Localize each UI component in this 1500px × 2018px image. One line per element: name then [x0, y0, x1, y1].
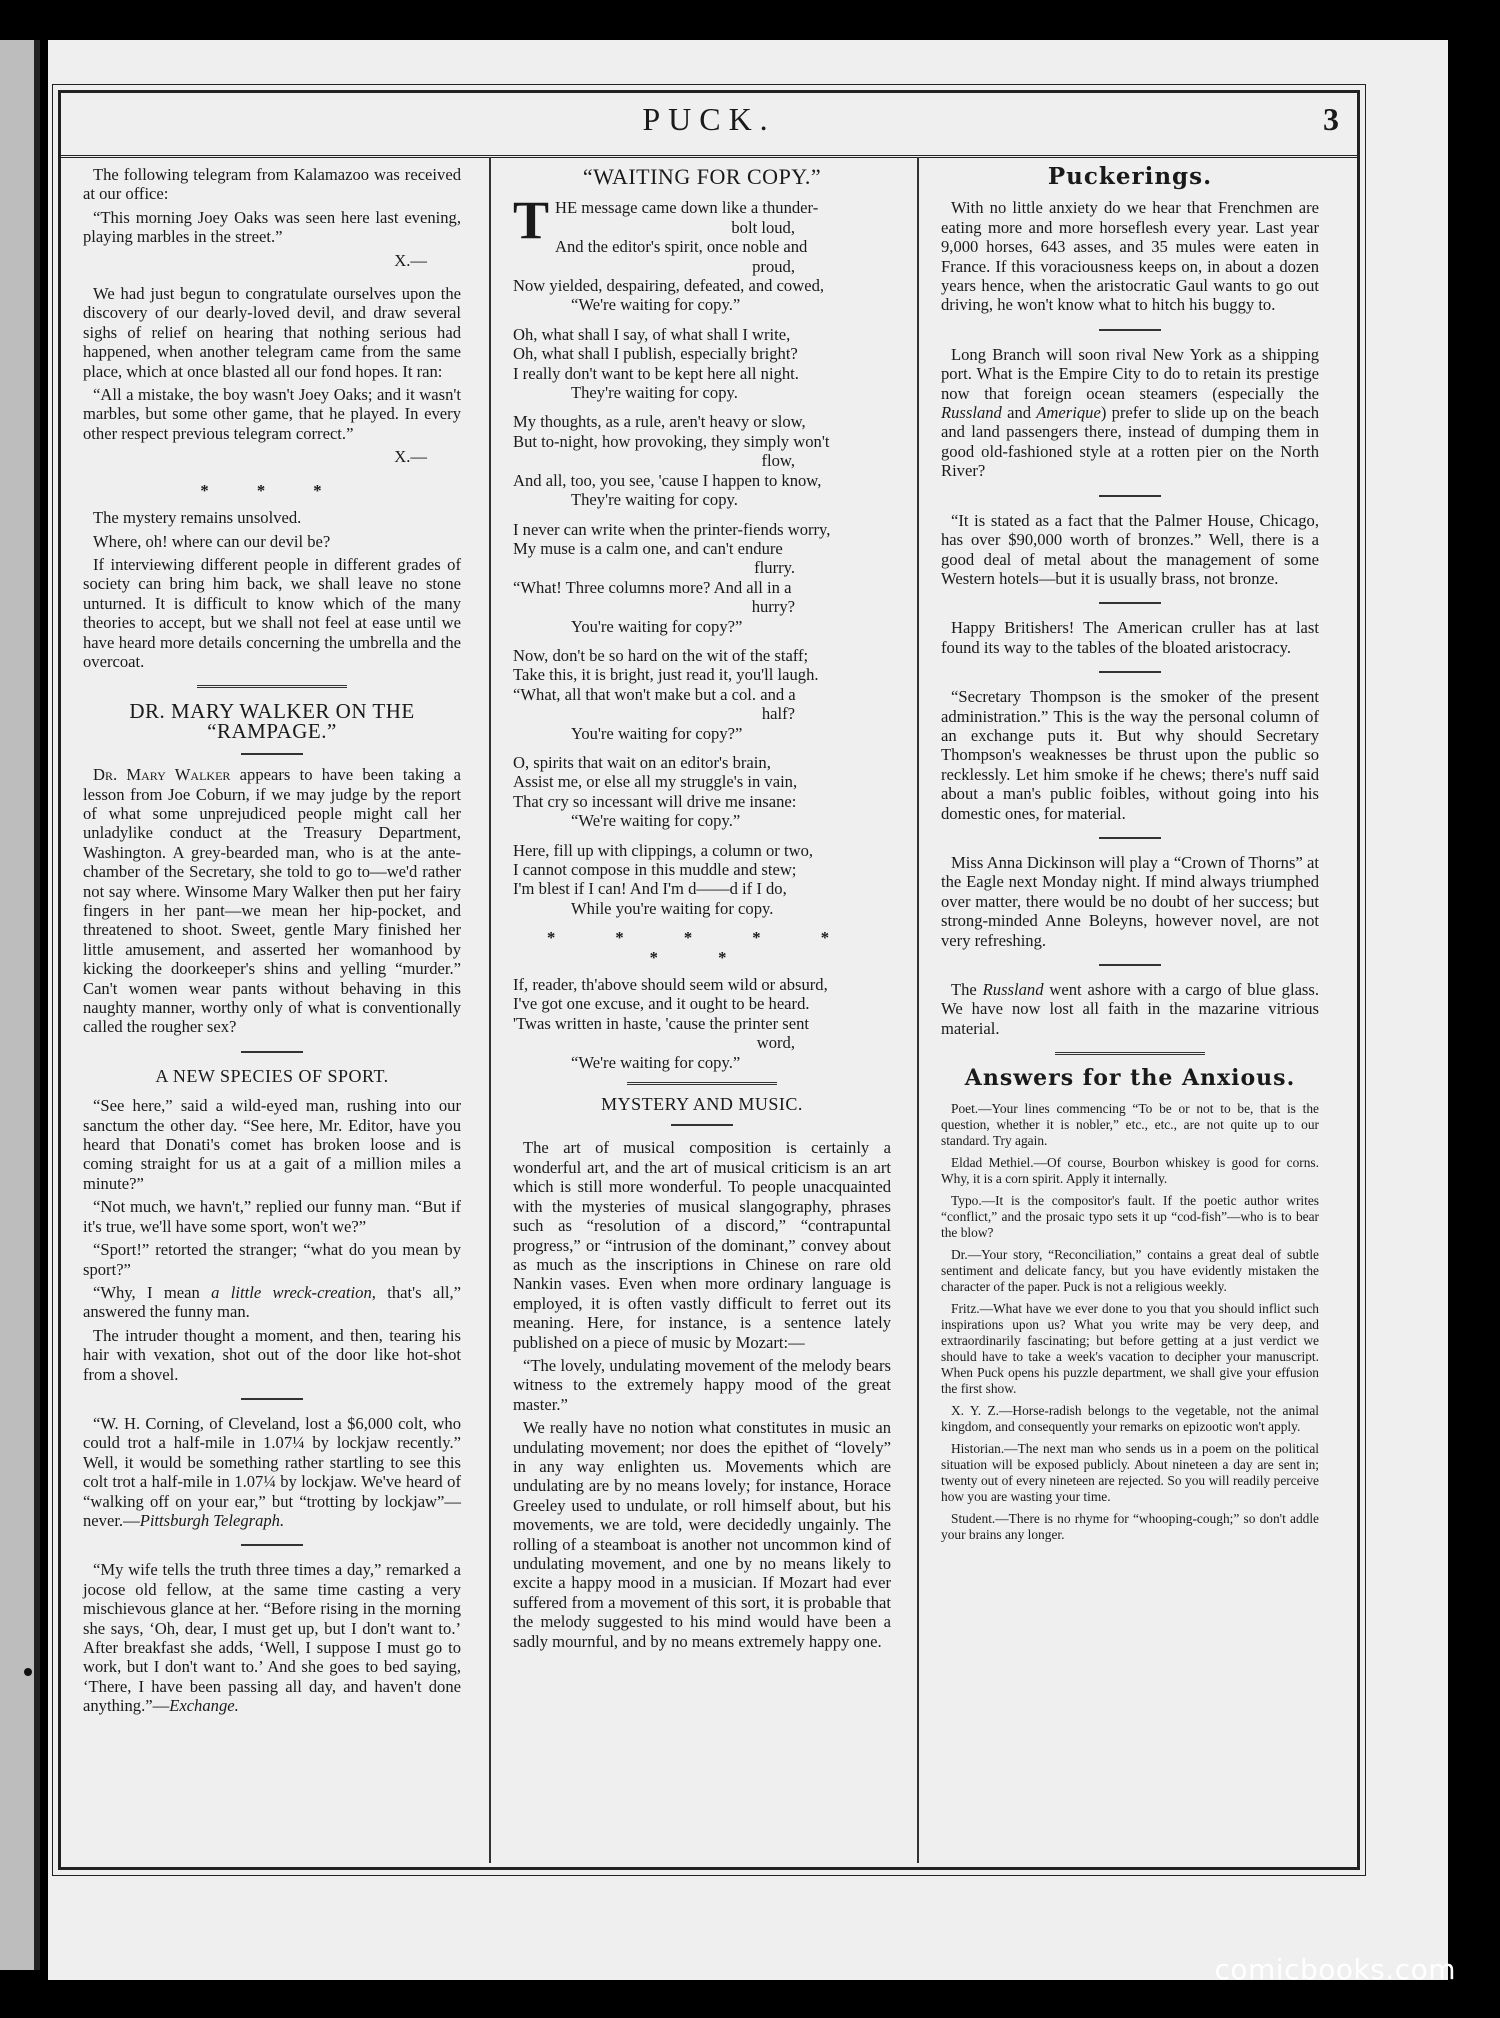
- poem-refrain: They're waiting for copy.: [571, 383, 738, 403]
- poem-line: I've got one excuse, and it ought to be heard.: [513, 994, 810, 1014]
- poem-refrain: You're waiting for copy?”: [571, 616, 743, 636]
- corning-source: Pittsburgh Telegraph.: [139, 1510, 285, 1530]
- poem-line: And the editor's spirit, once noble and: [555, 237, 808, 257]
- answers-heading: Answers for the Anxious.: [964, 1065, 1296, 1092]
- sport-article: [83, 1067, 461, 1384]
- poem-line: If, reader, th'above should seem wild or absurd,: [513, 975, 828, 995]
- puckerings-item-7: [941, 980, 1319, 1038]
- kalamazoo-paragraph-3: The mystery remains unsolved.: [93, 508, 302, 528]
- mywife-source: Exchange.: [169, 1696, 239, 1716]
- section-stars: * * *: [200, 480, 344, 500]
- headline-rule: [671, 1124, 733, 1126]
- section-divider: [241, 1544, 303, 1546]
- poem-stanza-7: [513, 841, 891, 919]
- telegram-quote-2: “All a mistake, the boy wasn't Joey Oaks; and it wasn't marbles, but some other game, that he played. In every other respect previous telegram correct.”: [83, 385, 461, 443]
- section-divider: [1055, 1052, 1205, 1055]
- poem-stars: * * * * * * *: [546, 928, 858, 967]
- headline-rule: [241, 753, 303, 755]
- adjacent-page-edge: [0, 40, 40, 1970]
- item-divider: [1099, 671, 1161, 673]
- puckerings-item-6: Miss Anna Dickinson will play a “Crown of Thorns” at the Eagle next Monday night. If mind always triumphed over matter, there would be no doubt of her success; but strong-minded Anne Boleyns, however novel, are not very refreshing.: [941, 852, 1319, 950]
- puckerings-item-4: Happy Britishers! The American cruller has at last found its way to the tables of the bloated aristocracy.: [941, 618, 1319, 657]
- mywife-text: “My wife tells the truth three times a day,” remarked a jocose old fellow, at the same time casting a very mischievous glance at her. “Before rising in the morning she says, ‘Oh, dear, I must get up, but I don't want to.’ After breakfast she adds, ‘Well, I suppose I must go to work, but I don't want to.’ And she goes to bed saying, ‘There, I have been passing all day, and haven't done anything.”—: [83, 1560, 461, 1716]
- item-7-text-b: went ashore with a cargo of blue glass. We have now lost all faith in the mazarine vitrious material.: [941, 980, 1319, 1038]
- item-divider: [1099, 602, 1161, 604]
- item-divider: [1099, 495, 1161, 497]
- poem-line: hurry?: [751, 597, 795, 617]
- poem-line: 'Twas written in haste, 'cause the printer sent: [513, 1013, 810, 1033]
- poem-refrain: “We're waiting for copy.”: [571, 295, 741, 315]
- sport-p4-end: that's all,” answered the funny man.: [83, 1282, 461, 1322]
- poem-line: HE message came down like a thunder-: [555, 198, 819, 218]
- telegram-signature-1: X.—: [394, 250, 427, 270]
- item-divider: [1099, 964, 1161, 966]
- sport-headline: A NEW SPECIES OF SPORT.: [155, 1065, 389, 1086]
- section-divider: [241, 1398, 303, 1400]
- kalamazoo-item: [83, 165, 461, 671]
- poem-stanza-2: [513, 325, 891, 403]
- poem-line: Now, don't be so hard on the wit of the staff;: [513, 645, 809, 665]
- music-paragraph-2: “The lovely, undulating movement of the melody bears witness to the extremely happy mood of the great master.”: [513, 1355, 891, 1414]
- item-divider: [1099, 837, 1161, 839]
- answer-xyz: X. Y. Z.—Horse-radish belongs to the vegetable, not the animal kingdom, and consequently your remarks on epizootic won't apply.: [941, 1402, 1319, 1434]
- sport-paragraph-3: “Sport!” retorted the stranger; “what do you mean by sport?”: [83, 1240, 461, 1279]
- site-watermark: comicbooks.com: [1214, 1953, 1456, 1986]
- music-paragraph-1: The art of musical composition is certainly a wonderful art, and the art of musical criticism is an art which is still more wonderful. To people unacquainted with the mysteries of musical slangography, phrases such as “resolution of a discord,” “contrapuntal progress,” or “intrusion of the dominant,” convey about as much as the inscriptions in Chinese on rare old Nankin vases. Even when more ordinary language is employed, it is often vastly difficult to ferret out its meaning. Here, for instance, is a sentence lately published on a piece of music by Mozart:—: [513, 1138, 891, 1352]
- poem-refrain: “We're waiting for copy.”: [571, 1052, 741, 1072]
- puckerings-item-5: “Secretary Thompson is the smoker of the present administration.” This is the way the personal column of an exchange puts it. But why should Secretary Thompson's weaknesses be thrust upon the public so recklessly. Let him smoke if he chews; there's nuff said about a man's public foibles, without going into his domestic ones, for material.: [941, 687, 1319, 823]
- poem-line: My thoughts, as a rule, aren't heavy or slow,: [513, 412, 806, 432]
- binding-hole: [24, 1668, 32, 1676]
- walker-text: appears to have been taking a lesson from Joe Coburn, if we may judge by the report of what some unprejudiced people might call her unladylike conduct at the Treasury Department, Washington. A grey-bearded man, who is at the ante-chamber of the Secretary, she told to go to—we'd rather not say where. Winsome Mary Walker then put her fairy fingers in her pant—we mean her hip-pocket, and threatened to shoot. Sweet, gentle Mary finished her little amusement, and asserted her womanhood by kicking the doorkeeper's shins and yelling “murder.” Can't women wear pants without behaving in this naughty manner, worthy only of what is conventionally called the rougher sex?: [83, 765, 461, 1037]
- music-article: [513, 1095, 891, 1651]
- walker-article: [83, 699, 461, 1037]
- poem-line: Here, fill up with clippings, a column or two,: [513, 840, 814, 860]
- poem-line: half?: [761, 704, 795, 724]
- poem-line: bolt loud,: [731, 217, 795, 237]
- sport-paragraph-4: [83, 1283, 461, 1322]
- drop-cap: T: [513, 190, 550, 251]
- answer-poet: Poet.—Your lines commencing “To be or not to be, that is the question, whether it is nobler,” etc., etc., are not quite up to our standard. Try again.: [941, 1100, 1319, 1148]
- poem-line: “What! Three columns more? And all in a: [513, 577, 792, 597]
- answers-list: [941, 1101, 1319, 1543]
- column-3: [941, 165, 1319, 1549]
- column-rule-2: [917, 157, 919, 1863]
- poem-line: I really don't want to be kept here all night.: [513, 363, 799, 383]
- answer-eldad: Eldad Methiel.—Of course, Bourbon whiskey is good for corns. Why, it is a corn spirit. Apply it internally.: [941, 1154, 1319, 1186]
- corning-item: [83, 1414, 461, 1530]
- ship-name: Russland: [941, 403, 1002, 423]
- poem-stanza-4: [513, 520, 891, 636]
- answer-historian: Historian.—The next man who sends us in a poem on the political situation will be exposed publicly. About nineteen a day are sent in; twenty out of every nineteen are rejected. So you will readily perceive how you are wasting your time.: [941, 1440, 1319, 1504]
- poem-line: proud,: [752, 256, 795, 276]
- sport-p4-start: “Why, I mean: [93, 1282, 212, 1302]
- kalamazoo-paragraph-4: Where, oh! where can our devil be?: [93, 531, 331, 551]
- answer-student: Student.—There is no rhyme for “whooping-cough;” so don't addle your brains any longer.: [941, 1510, 1319, 1542]
- ship-name: Amerique: [1036, 403, 1101, 423]
- kalamazoo-intro: The following telegram from Kalamazoo was received at our office:: [83, 165, 461, 204]
- music-paragraph-3: We really have no notion what constitutes in music an undulating movement; nor does the epithet of “lovely” in any way enlighten us. Movements which are undulating are by no means lovely; for instance, Horace Greeley used to undulate, or roll himself about, but his movements, we are told, were decidedly ungainly. The rolling of a steamboat is another not uncommon kind of undulating movement, and one by no means likely to excite a happy mood in a musician. If Mozart had ever suffered from a movement of this sort, it is probable that the melody suggested to his mind would have been a sadly mournful, and by no means extremely happy one.: [513, 1418, 891, 1651]
- poem-line: word,: [756, 1033, 795, 1053]
- poem-stanza-5: [513, 646, 891, 743]
- page-number: 3: [1323, 101, 1339, 137]
- poem-stanza-3: [513, 412, 891, 509]
- poem-stanza-8: [513, 975, 891, 1072]
- puckerings-item-1: With no little anxiety do we hear that Frenchmen are eating more and more horseflesh every year. Last year 9,000 horses, 643 asses, and 35 mules were eaten in France. If this voraciousness keeps on, in about a dozen years hence, when the aristocratic Gaul wants to go out driving, he won't know what to hitch his buggy to.: [941, 198, 1319, 315]
- poem-refrain: They're waiting for copy.: [571, 490, 738, 510]
- poem-refrain: You're waiting for copy?”: [571, 723, 743, 743]
- ship-name: Russland: [982, 980, 1044, 999]
- kalamazoo-paragraph-2: We had just begun to congratulate ourselves upon the discovery of our dearly-loved devil, and draw several sighs of relief on hearing that nothing serious had happened, when another telegram came from the same place, which at once blasted all our fond hopes. It ran:: [83, 284, 461, 381]
- poem-line: I cannot compose in this muddle and stew;: [513, 860, 797, 879]
- page-header: [61, 93, 1357, 158]
- poem-line: I never can write when the printer-fiends worry,: [513, 519, 831, 539]
- walker-headline: DR. MARY WALKER ON THE “RAMPAGE.”: [129, 699, 415, 743]
- sport-paragraph-1: “See here,” said a wild-eyed man, rushing into our sanctum the other day. “See here, Mr. Editor, have you heard that Donati's comet has broken loose and is coming straight for us at a gait of a million miles a minute?”: [83, 1096, 461, 1193]
- poem-line: Oh, what shall I publish, especially bright?: [513, 344, 798, 364]
- mywife-item: [83, 1560, 461, 1715]
- puckerings-heading: Puckerings.: [1047, 163, 1213, 190]
- answer-dr: Dr.—Your story, “Reconciliation,” contains a great deal of subtle sentiment and delicate fancy, but you have evidently mistaken the character of the paper. Puck is not a religious weekly.: [941, 1246, 1319, 1294]
- music-headline: MYSTERY AND MUSIC.: [601, 1094, 803, 1115]
- poem-stanza-1: [513, 190, 891, 315]
- walker-lead: Dr. Mary Walker: [93, 765, 231, 785]
- poem-title: “WAITING FOR COPY.”: [582, 164, 822, 189]
- item-divider: [1099, 329, 1161, 331]
- poem-line: I'm blest if I can! And I'm d——d if I do,: [513, 879, 787, 899]
- kalamazoo-paragraph-5: If interviewing different people in different grades of society can bring him back, we shall leave no stone unturned. It is difficult to know which of the many theories to accept, but we shall not feel at ease until we have heard more details concerning the umbrella and the overcoat.: [83, 554, 461, 671]
- poem-line: Assist me, or else all my struggle's in vain,: [513, 772, 798, 792]
- poem-stanza-6: [513, 753, 891, 831]
- column-2: [513, 165, 891, 1655]
- item-2-text-c: ) prefer to slide up on the beach and land passengers there, instead of dumping them in good old-fashioned style at a rotten pier on the North River?: [941, 403, 1319, 481]
- corning-text: “W. H. Corning, of Cleveland, lost a $6,000 colt, who could trot a half-mile in 1.07¼ by lockjaw recently.” Well, it would be something rather startling to see this colt trot a half-mile in 1.07¼ by lockjaw. We've heard of “walking off on your ear,” but “trotting by lockjaw”—never.—: [83, 1413, 461, 1530]
- page-border-frame: [58, 90, 1360, 1870]
- poem-line: “What, all that won't make but a col. and a: [513, 684, 796, 704]
- waiting-for-copy-poem: [513, 164, 891, 1072]
- section-divider: [197, 685, 347, 688]
- poem-line: But to-night, how provoking, they simply won't: [513, 431, 830, 451]
- section-divider: [627, 1082, 777, 1085]
- item-2-text-b: and: [1001, 403, 1037, 423]
- puckerings-item-2: [941, 345, 1319, 481]
- section-divider: [241, 1051, 303, 1053]
- answer-typo: Typo.—It is the compositor's fault. If the poetic author writes “conflict,” and the prosaic typo sets it up “cod-fish”—who is to bear the blow?: [941, 1192, 1319, 1240]
- puckerings-item-3: “It is stated as a fact that the Palmer House, Chicago, has over $90,000 worth of bronzes.” Well, there is a good deal of metal about the management of some Western hotels—but it is usually brass, not bronze.: [941, 510, 1319, 588]
- column-rule-1: [489, 157, 491, 1863]
- poem-refrain: While you're waiting for copy.: [571, 898, 774, 918]
- poem-line: Take this, it is bright, just read it, you'll laugh.: [513, 665, 819, 685]
- sport-paragraph-5: The intruder thought a moment, and then, tearing his hair with vexation, shot out of the door like hot-shot from a shovel.: [83, 1325, 461, 1384]
- item-7-text-a: The: [951, 980, 983, 999]
- masthead-title: PUCK.: [642, 101, 776, 137]
- walker-body: [83, 765, 461, 1037]
- poem-line: That cry so incessant will drive me insane:: [513, 791, 797, 811]
- column-1: [83, 165, 461, 1720]
- telegram-signature-2: X.—: [394, 447, 427, 467]
- answer-fritz: Fritz.—What have we ever done to you that you should inflict such inspirations upon us? What you write may be very deep, and extraordinarily fascinating; but before getting at a just verdict we should have to take a week's vacation to decipher your manuscript. When Puck opens his puzzle department, we shall give your effusion the first show.: [941, 1300, 1319, 1396]
- poem-line: Now yielded, despairing, defeated, and cowed,: [513, 276, 825, 296]
- item-2-text-a: Long Branch will soon rival New York as a shipping port. What is the Empire City to do to retain its prestige now that foreign ocean steamers (especially the: [941, 344, 1319, 403]
- sport-p4-emphasis: a little wreck-creation,: [211, 1282, 376, 1302]
- poem-line: flow,: [761, 451, 795, 471]
- poem-line: flurry.: [754, 558, 795, 578]
- poem-line: O, spirits that wait on an editor's brain,: [513, 752, 771, 772]
- poem-line: Oh, what shall I say, of what shall I write,: [513, 324, 791, 344]
- poem-refrain: “We're waiting for copy.”: [571, 811, 741, 831]
- telegram-quote-1: “This morning Joey Oaks was seen here last evening, playing marbles in the street.”: [83, 207, 461, 247]
- poem-line: And all, too, you see, 'cause I happen to know,: [513, 470, 822, 490]
- poem-line: My muse is a calm one, and can't endure: [513, 538, 783, 558]
- sport-paragraph-2: “Not much, we havn't,” replied our funny man. “But if it's true, we'll have some sport, won't we?”: [83, 1197, 461, 1236]
